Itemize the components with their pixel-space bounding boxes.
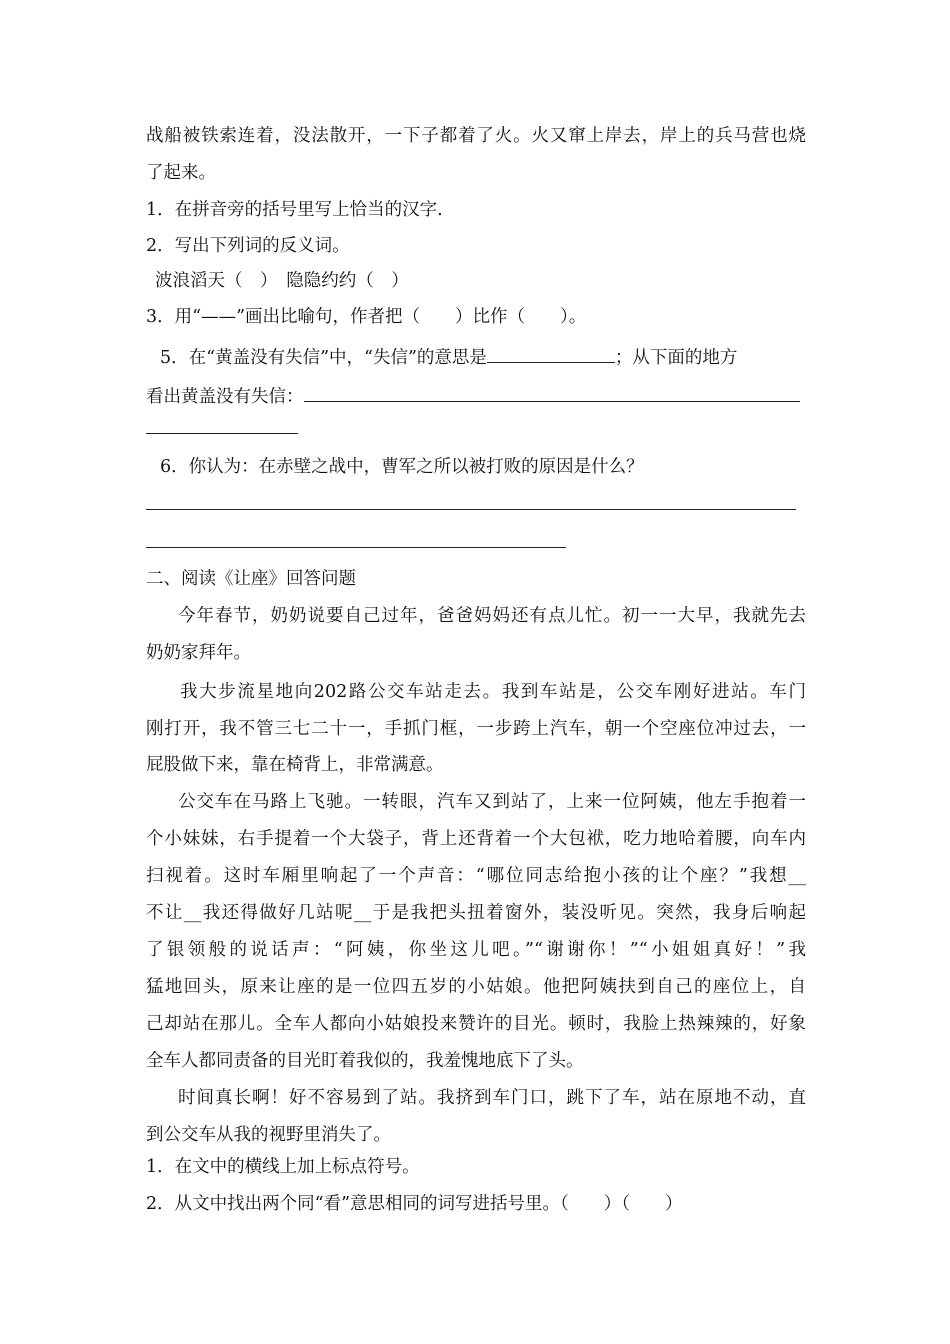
passage-line: 个小妹妹，右手提着一个大袋子，背上还背着一个大包袱，吃力地哈着腰，向车内 (146, 829, 806, 849)
answer-line[interactable] (146, 433, 298, 434)
antonym-words: 波浪滔天（ ） 隐隐约约（ ） (155, 271, 409, 291)
passage-line: 全车人都同责备的目光盯着我似的，我羞愧地底下了头。 (146, 1051, 584, 1071)
question-5-text: 5．在“黄盖没有失信”中，“失信”的意思是 (160, 348, 487, 368)
question-1: 1．在拼音旁的括号里写上恰当的汉字. (146, 200, 443, 220)
answer-line[interactable] (146, 547, 566, 548)
question-3: 3．用“——”画出比喻句，作者把（ ）比作（ ）。 (146, 307, 587, 327)
question-5-line2 (146, 381, 800, 410)
question-1: 1．在文中的横线上加上标点符号。 (146, 1157, 420, 1177)
passage-line: 扫视着。这时车厢里响起了一个声音：“哪位同志给抱小孩的让个座？”我想__ (146, 866, 806, 886)
passage-line: 公交车在马路上飞驰。一转眼，汽车又到站了，上来一位阿姨，他左手抱着一 (178, 792, 806, 812)
passage-line: 奶奶家拜年。 (146, 643, 251, 663)
question-6: 6．你认为：在赤壁之战中，曹军之所以被打败的原因是什么？ (160, 457, 644, 477)
question-5-text-cont: ；从下面的地方 (614, 348, 738, 368)
passage-line: 我大步流星地向202路公交车站走去。我到车站是，公交车刚好进站。车门 (180, 682, 806, 702)
section-heading: 二、阅读《让座》回答问题 (146, 569, 356, 589)
question-5 (160, 342, 737, 371)
passage-line: 了银领般的说话声：“阿姨，你坐这儿吧。”“谢谢你！”“小姐姐真好！”我 (146, 940, 806, 960)
passage-line: 猛地回头，原来让座的是一位四五岁的小姑娘。他把阿姨扶到自己的座位上，自 (146, 977, 806, 997)
passage-line: 不让__我还得做好几站呢__于是我把头扭着窗外，装没听见。突然，我身后响起 (146, 903, 806, 923)
question-5-text-cont2: 看出黄盖没有失信： (146, 387, 304, 407)
question-2: 2．从文中找出两个同“看”意思相同的词写进括号里。（ ）（ ） (146, 1194, 683, 1214)
passage-line: 今年春节，奶奶说要自己过年，爸爸妈妈还有点儿忙。初一一大早，我就先去 (178, 606, 806, 626)
passage-line: 己却站在那儿。全车人都向小姑娘投来赞许的目光。顿时，我脸上热辣辣的，好象 (146, 1014, 806, 1034)
answer-line[interactable] (146, 509, 796, 510)
answer-blank[interactable] (304, 381, 800, 402)
passage-line: 屁股做下来，靠在椅背上，非常满意。 (146, 755, 444, 775)
passage-line: 战船被铁索连着，没法散开，一下子都着了火。火又窜上岸去，岸上的兵马营也烧 (146, 126, 806, 146)
passage-line: 刚打开，我不管三七二十一，手抓门框，一步跨上汽车，朝一个空座位冲过去，一 (146, 719, 806, 739)
passage-line: 到公交车从我的视野里消失了。 (146, 1125, 391, 1145)
passage-line: 了起来。 (146, 163, 216, 183)
question-2: 2．写出下列词的反义词。 (146, 236, 350, 256)
answer-blank[interactable] (487, 342, 615, 363)
passage-line: 时间真长啊！好不容易到了站。我挤到车门口，跳下了车，站在原地不动，直 (178, 1088, 806, 1108)
